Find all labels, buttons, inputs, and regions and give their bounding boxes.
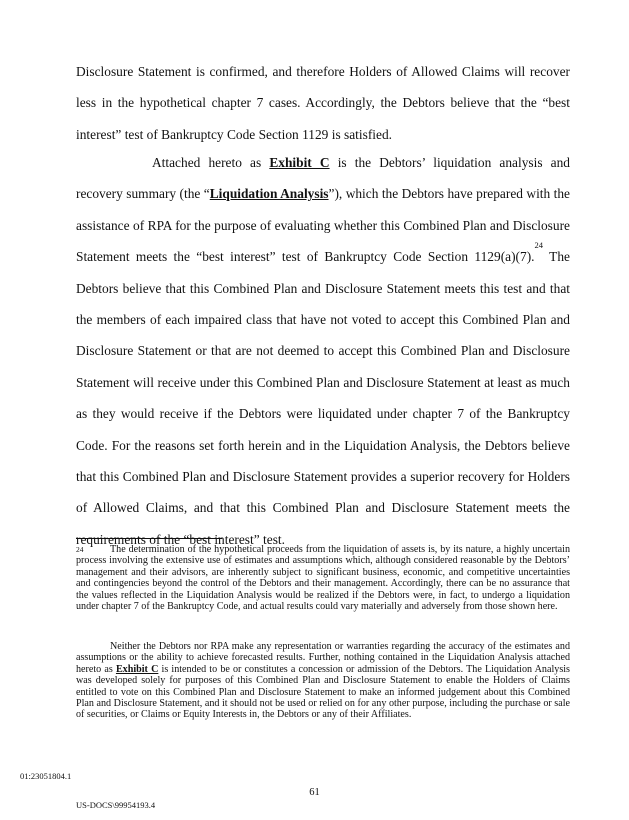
paragraph-2 xyxy=(76,147,570,555)
paragraph-1: Disclosure Statement is confirmed, and therefore Holders of Allowed Claims will recover less in the hypothetical chapter 7 cases. Accordingly, the Debtors believe that the “best interest” test of Bankruptcy Code Section 1129 is satisfied. xyxy=(76,64,570,142)
paragraph-2-text-c: ”), which the Debtors have prepared with the assistance of RPA for the purpose of evaluating whether this Combined Plan and Disclosure Statement meets the “best interest” test of Bankruptcy Code Section 1129(a)(7). xyxy=(76,186,570,265)
page-number: 61 xyxy=(309,787,320,798)
footnote-separator xyxy=(76,538,222,539)
paragraph-2-text-d: The Debtors believe that this Combined Plan and Disclosure Statement meets this test and that the members of each impaired class that have not voted to accept this Combined Plan and Disclosure Statement or that are not deemed to accept this Combined Plan and Disclosure Statement will receive under this Combined Plan and Disclosure Statement at least as much as they would receive if the Debtors were liquidated under chapter 7 of the Bankruptcy Code. For the reasons set forth herein and in the Liquidation Analysis, the Debtors believe that this Combined Plan and Disclosure Statement provides a superior recovery for Holders of Allowed Claims, and that this Combined Plan and Disclosure Statement meets the requirements of the “best interest” test. xyxy=(76,249,570,547)
exhibit-c-reference: Exhibit C xyxy=(269,155,330,170)
footnote-text-1: The determination of the hypothetical proceeds from the liquidation of assets is, by its nature, a highly uncertain process involving the extensive use of estimates and assumptions which, although considered reasonable by the Debtors’ management and their advisors, are inherently subject to significant business, economic, and competitive uncertainties and contingencies beyond the control of the Debtors and their management. Accordingly, there can be no assurance that the values reflected in the Liquidation Analysis would be realized if the Debtors were, in fact, to undergo a liquidation under chapter 7 of the Bankruptcy Code, and actual results could vary materially and adversely from those shown here. xyxy=(76,544,570,613)
paragraph-2-text-b: is the Debtors’ liquidation analysis and recovery summary (the “ xyxy=(76,155,570,202)
footnote-text-2b: is intended to be or constitutes a concession or admission of the Debtors. The Liquidation Analysis was developed solely for purposes of this Combined Plan and Disclosure Statement to enable the Holders of Claims entitled to vote on this Combined Plan and Disclosure Statement to make an informed judgement about this Combined Plan and Disclosure Statement, and it should not be used or relied on for any other purpose, including the purchase or sale of securities, or Claims or Equity Interests in, the Debtors or any of their Affiliates. xyxy=(76,663,570,721)
footnote-text-2a: Neither the Debtors nor RPA make any representation or warranties regarding the accuracy of the estimates and assumptions or the ability to achieve forecasted results. Further, nothing contained in the Liquidation Analysis attached hereto as xyxy=(76,641,570,675)
footnote-paragraph-1 xyxy=(76,544,570,612)
footnote-exhibit-c-reference: Exhibit C xyxy=(115,663,159,675)
document-id-secondary: US-DOCS\99954193.4 xyxy=(76,800,156,810)
footnote-number: 24 xyxy=(76,545,84,554)
footnote-reference: 24 xyxy=(534,240,544,251)
paragraph-2-text-a: Attached hereto as xyxy=(152,155,270,170)
defined-term-liquidation-analysis: Liquidation Analysis xyxy=(209,186,329,202)
footnote-paragraph-2 xyxy=(76,641,570,721)
document-id-primary: 01:23051804.1 xyxy=(20,771,72,781)
